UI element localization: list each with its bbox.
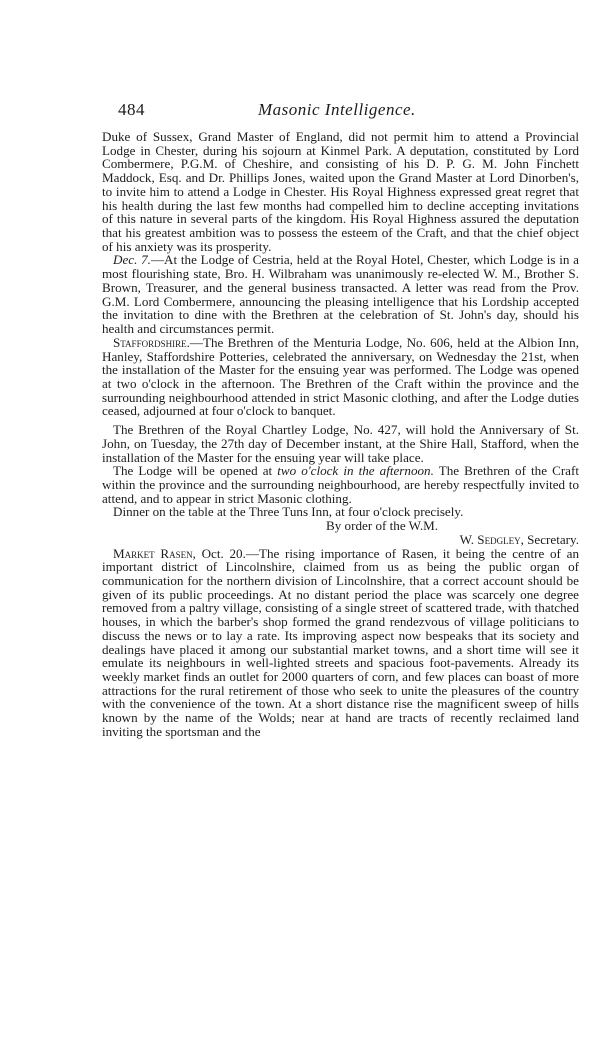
paragraph-cestria-lodge [102, 253, 579, 335]
signature-name: W. Sedgley [459, 531, 521, 547]
paragraph-cestria-text: —At the Lodge of Cestria, held at the Royal Hotel, Chester, which Lodge is in a most flourishing state, Bro. H. Wilbraham was unanimously re-elected W. M., Brother S. Brown, Treasurer, and the general business transacted. A letter was read from the Prov. G.M. Lord Combermere, announcing the pleasing intelligence that his Lordship accepted the invitation to dine with the Brethren at the celebration of St. John's day, should his health and circumstances permit. [102, 252, 579, 337]
page-number: 484 [118, 100, 145, 119]
lodge-opening-time: two o'clock in the afternoon. [277, 463, 434, 479]
date-dec-7: Dec. 7. [113, 252, 151, 268]
heading-market-rasen: Market Rasen [113, 545, 193, 561]
article-body [102, 130, 579, 739]
heading-staffordshire: Staffordshire [113, 334, 187, 350]
signature-line [102, 533, 579, 547]
paragraph-market-rasen [102, 547, 579, 739]
paragraph-sussex-deputation: Duke of Sussex, Grand Master of England, did not permit him to attend a Provincial Lodge in Chester, during his sojourn at Kinmel Park. A deputation, constituted by Lord Combermere, P.G.M. of Cheshire, and consisting of his D. P. G. M. John Finchett Maddock, Esq. and Dr. Phillips Jones, waited upon the Grand Master at Lord Dinorben's, to invite him to attend a Lodge in Chester. His Royal Highness expressed great regret that his health during the last few months had compelled him to decline accepting invitations of this nature in several parts of the kingdom. His Royal Highness assured the deputation that his greatest ambition was to possess the esteem of the Craft, and that the chief object of his anxiety was its prosperity. [102, 129, 579, 254]
paragraph-staffordshire [102, 336, 579, 418]
running-head [118, 100, 582, 120]
paragraph-chartley-lodge: The Brethren of the Royal Chartley Lodge, No. 427, will hold the Anniversary of St. John, on Tuesday, the 27th day of December instant, at the Shire Hall, Stafford, when the installation of the Master for the ensuing year will take place. [102, 422, 579, 465]
lodge-opening-end: The Brethren of the Craft within the province and the surrounding neighbourhood, are hereby respectfully invited to attend, and to appear in strict Masonic clothing. [102, 463, 579, 506]
signature-title: , Secretary. [520, 531, 579, 547]
order-line: By order of the W.M. [326, 518, 439, 534]
lodge-opening-start: The Lodge will be opened at [113, 463, 278, 479]
paragraph-dinner: Dinner on the table at the Three Tuns Inn, at four o'clock precisely. [113, 504, 464, 520]
paragraph-market-rasen-text: , Oct. 20.—The rising importance of Rasen, it being the centre of an important district of Lincolnshire, claimed from us as being the public organ of communication for the northern division of Lincolnshire, that a correct account should be given of its public proceedings. At no distant period the place was scarcely one degree removed from a paltry village, consisting of a single street of scattered trade, with thatched houses, in which the barber's shop formed the grand rendezvous of village politicians to discuss the news or to lay a rate. Its improving aspect now bespeaks that its society and dealings have placed it among our substantial market towns, and a short time will see it emulate its neighbours in well-lighted streets and spacious foot-pavements. Already its weekly market finds an outlet for 2000 quarters of corn, and few places can boast of more attractions for the rural retirement of those who seek to unite the pleasures of the country with the convenience of the town. At a short distance rise the magnificent sweep of hills known by the name of the Wolds; near at hand are tracts of recently reclaimed land inviting the sportsman and the [102, 545, 579, 739]
running-title: Masonic Intelligence. [258, 100, 416, 119]
paragraph-lodge-opening [102, 464, 579, 505]
paragraph-staffordshire-text: .—The Brethren of the Menturia Lodge, No. 606, held at the Albion Inn, Hanley, Staffordshire Potteries, celebrated the anniversary, on Wednesday the 21st, when the installation of the Master for the ensuing year was performed. The Lodge was opened at two o'clock in the afternoon. The Brethren of the Craft within the province and the surrounding neighbourhood attended in strict Masonic clothing, and after the Lodge duties ceased, adjourned at four o'clock to banquet. [102, 334, 579, 419]
